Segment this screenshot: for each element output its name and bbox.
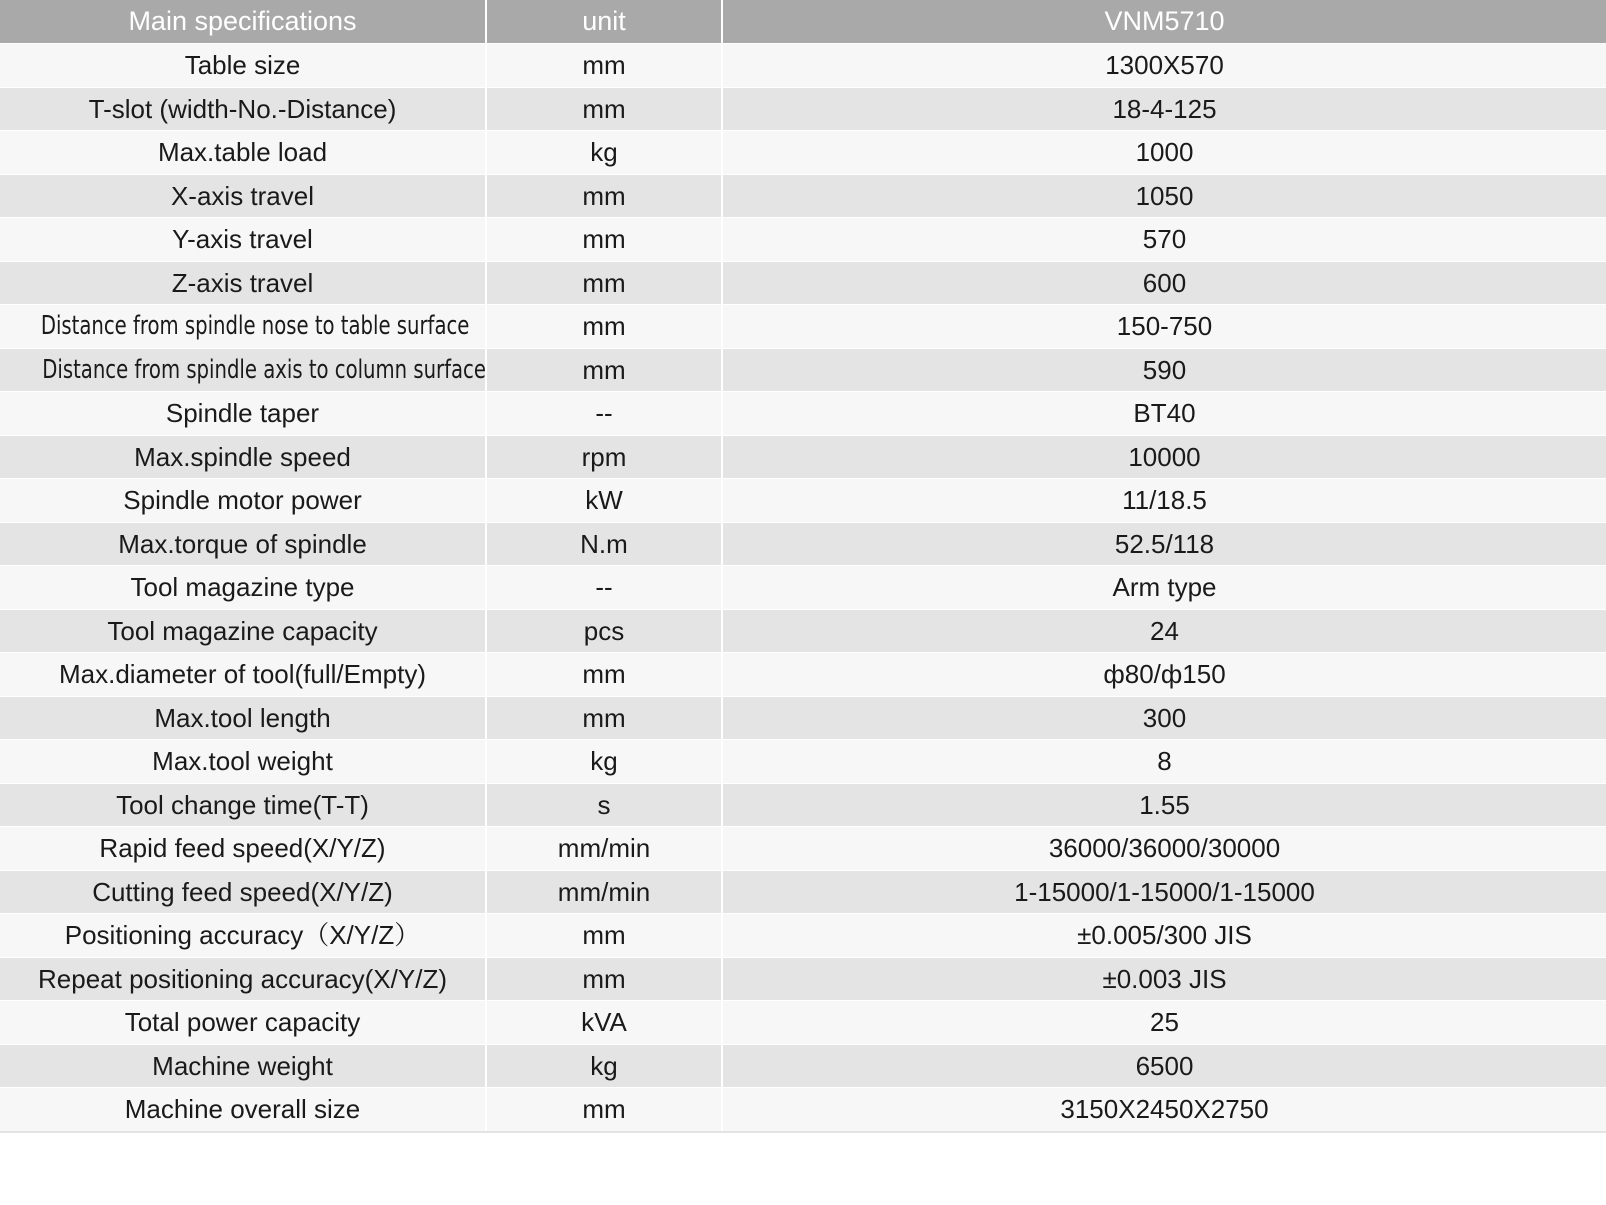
spec-unit: N.m bbox=[486, 522, 722, 566]
spec-name: Max.diameter of tool(full/Empty) bbox=[0, 653, 486, 697]
spec-unit: mm bbox=[486, 696, 722, 740]
spec-value: 25 bbox=[722, 1001, 1606, 1045]
spec-value: 11/18.5 bbox=[722, 479, 1606, 523]
spec-unit: mm bbox=[486, 218, 722, 262]
table-row bbox=[0, 609, 1606, 653]
spec-unit: mm bbox=[486, 914, 722, 958]
spec-name: Spindle motor power bbox=[0, 479, 486, 523]
table-row bbox=[0, 305, 1606, 349]
spec-unit: kW bbox=[486, 479, 722, 523]
spec-unit: mm bbox=[486, 174, 722, 218]
spec-value: 52.5/118 bbox=[722, 522, 1606, 566]
spec-value: 6500 bbox=[722, 1044, 1606, 1088]
spec-unit: mm bbox=[486, 87, 722, 131]
table-row bbox=[0, 218, 1606, 262]
table-row bbox=[0, 87, 1606, 131]
table-row bbox=[0, 566, 1606, 610]
spec-unit: mm bbox=[486, 44, 722, 88]
spec-value: 1050 bbox=[722, 174, 1606, 218]
table-row bbox=[0, 914, 1606, 958]
spec-value: 1-15000/1-15000/1-15000 bbox=[722, 870, 1606, 914]
spec-value: 10000 bbox=[722, 435, 1606, 479]
table-row bbox=[0, 1001, 1606, 1045]
table-row bbox=[0, 827, 1606, 871]
spec-value: Arm type bbox=[722, 566, 1606, 610]
table-row bbox=[0, 435, 1606, 479]
spec-value: ±0.003 JIS bbox=[722, 957, 1606, 1001]
table-row bbox=[0, 131, 1606, 175]
spec-name: T-slot (width-No.-Distance) bbox=[0, 87, 486, 131]
spec-name: X-axis travel bbox=[0, 174, 486, 218]
spec-name: Max.tool length bbox=[0, 696, 486, 740]
table-row bbox=[0, 653, 1606, 697]
spec-unit: -- bbox=[486, 566, 722, 610]
spec-unit: mm bbox=[486, 957, 722, 1001]
spec-unit: s bbox=[486, 783, 722, 827]
spec-value: 1.55 bbox=[722, 783, 1606, 827]
table-row bbox=[0, 957, 1606, 1001]
spec-name-cell bbox=[0, 348, 486, 392]
header-unit: unit bbox=[486, 0, 722, 44]
spec-name: Spindle taper bbox=[0, 392, 486, 436]
table-row bbox=[0, 1088, 1606, 1132]
table-row bbox=[0, 348, 1606, 392]
table-row bbox=[0, 44, 1606, 88]
spec-name: Max.spindle speed bbox=[0, 435, 486, 479]
spec-unit: mm bbox=[486, 261, 722, 305]
table-row bbox=[0, 740, 1606, 784]
spec-name: Tool magazine type bbox=[0, 566, 486, 610]
spec-unit: mm bbox=[486, 305, 722, 349]
spec-name: Distance from spindle axis to column surface bbox=[42, 354, 486, 385]
spec-name-cell bbox=[0, 305, 486, 349]
spec-value: 36000/36000/30000 bbox=[722, 827, 1606, 871]
spec-value: 300 bbox=[722, 696, 1606, 740]
table-row bbox=[0, 522, 1606, 566]
spec-name: Total power capacity bbox=[0, 1001, 486, 1045]
header-model: VNM5710 bbox=[722, 0, 1606, 44]
spec-unit: kg bbox=[486, 131, 722, 175]
spec-value: 570 bbox=[722, 218, 1606, 262]
spec-value: ф80/ф150 bbox=[722, 653, 1606, 697]
spec-name: Y-axis travel bbox=[0, 218, 486, 262]
spec-value: BT40 bbox=[722, 392, 1606, 436]
spec-unit: pcs bbox=[486, 609, 722, 653]
spec-unit: mm bbox=[486, 1088, 722, 1132]
table-row bbox=[0, 392, 1606, 436]
spec-value: 150-750 bbox=[722, 305, 1606, 349]
header-row bbox=[0, 0, 1606, 44]
spec-unit: mm bbox=[486, 348, 722, 392]
table-row bbox=[0, 1044, 1606, 1088]
spec-unit: mm/min bbox=[486, 870, 722, 914]
spec-name: Max.tool weight bbox=[0, 740, 486, 784]
table-row bbox=[0, 174, 1606, 218]
spec-name: Distance from spindle nose to table surface bbox=[40, 311, 470, 342]
table-row bbox=[0, 696, 1606, 740]
table-body bbox=[0, 44, 1606, 1132]
spec-unit: -- bbox=[486, 392, 722, 436]
spec-name: Machine overall size bbox=[0, 1088, 486, 1132]
spec-unit: kVA bbox=[486, 1001, 722, 1045]
spec-unit: kg bbox=[486, 1044, 722, 1088]
spec-name: Rapid feed speed(X/Y/Z) bbox=[0, 827, 486, 871]
spec-name: Tool change time(T-T) bbox=[0, 783, 486, 827]
spec-value: 3150X2450X2750 bbox=[722, 1088, 1606, 1132]
spec-unit: kg bbox=[486, 740, 722, 784]
spec-name: Table size bbox=[0, 44, 486, 88]
spec-value: 24 bbox=[722, 609, 1606, 653]
spec-name: Machine weight bbox=[0, 1044, 486, 1088]
spec-value: ±0.005/300 JIS bbox=[722, 914, 1606, 958]
spec-name: Repeat positioning accuracy(X/Y/Z) bbox=[0, 957, 486, 1001]
spec-name: Positioning accuracy（X/Y/Z） bbox=[0, 914, 486, 958]
spec-unit: mm/min bbox=[486, 827, 722, 871]
spec-name: Max.table load bbox=[0, 131, 486, 175]
spec-unit: rpm bbox=[486, 435, 722, 479]
spec-value: 1300X570 bbox=[722, 44, 1606, 88]
table-row bbox=[0, 870, 1606, 914]
spec-value: 1000 bbox=[722, 131, 1606, 175]
table-row bbox=[0, 261, 1606, 305]
table-row bbox=[0, 479, 1606, 523]
spec-name: Tool magazine capacity bbox=[0, 609, 486, 653]
table-row bbox=[0, 783, 1606, 827]
spec-name: Cutting feed speed(X/Y/Z) bbox=[0, 870, 486, 914]
spec-name: Z-axis travel bbox=[0, 261, 486, 305]
header-spec: Main specifications bbox=[0, 0, 486, 44]
spec-name: Max.torque of spindle bbox=[0, 522, 486, 566]
spec-value: 590 bbox=[722, 348, 1606, 392]
spec-unit: mm bbox=[486, 653, 722, 697]
spec-value: 8 bbox=[722, 740, 1606, 784]
spec-value: 18-4-125 bbox=[722, 87, 1606, 131]
spec-value: 600 bbox=[722, 261, 1606, 305]
